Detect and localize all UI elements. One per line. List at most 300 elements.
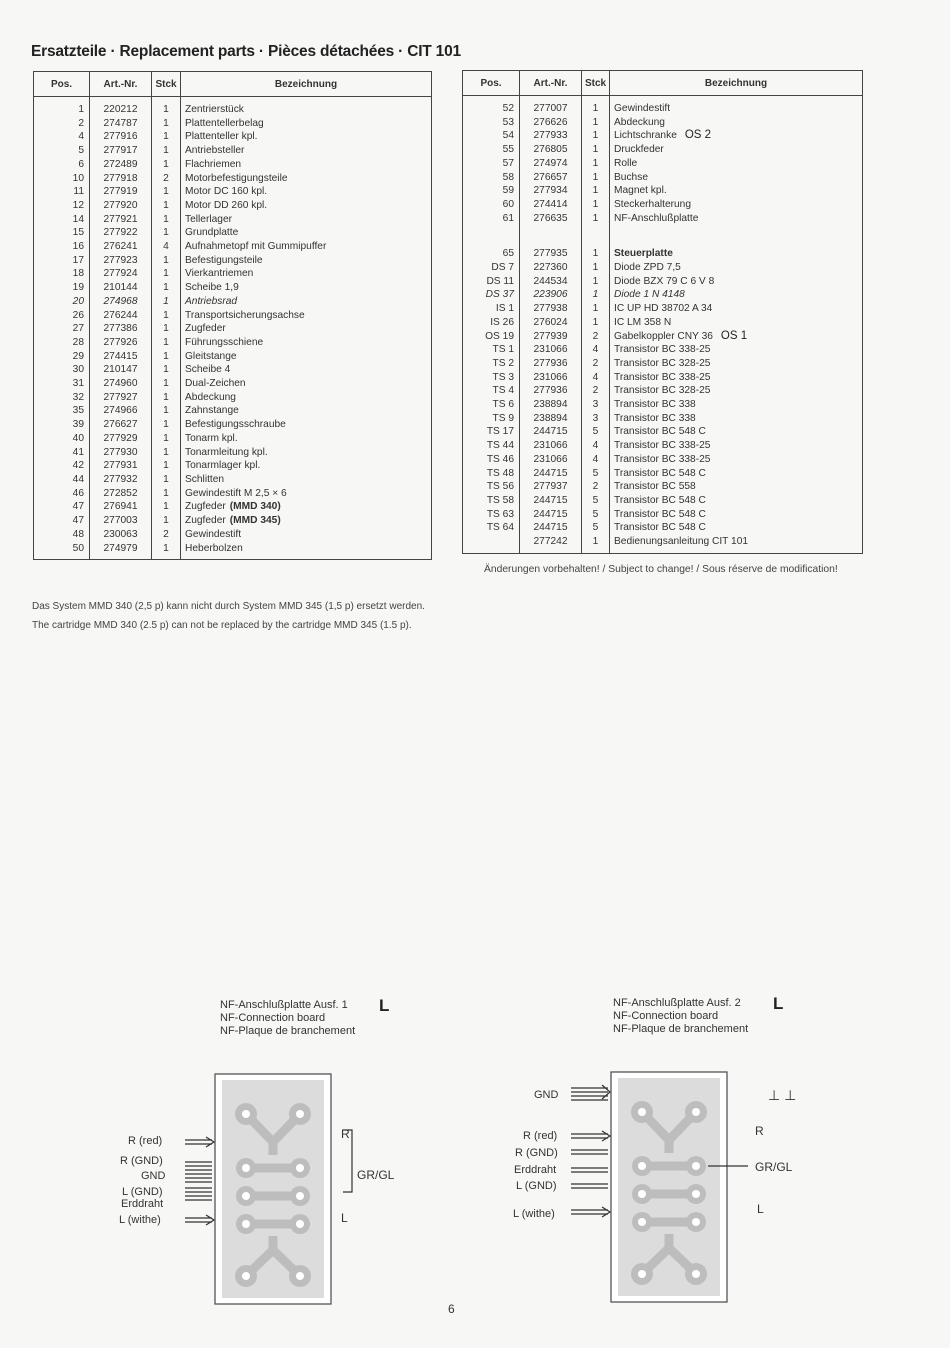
cell-pos: 47: [34, 500, 90, 514]
board2-label-l-gnd: L (GND): [516, 1180, 557, 1192]
cell-pos: 6: [34, 158, 90, 172]
cell-qty: 1: [152, 377, 181, 391]
col-header-pos: Pos.: [34, 72, 90, 97]
table-row: [34, 542, 432, 560]
cell-pos: TS 44: [463, 439, 520, 453]
table-row: [463, 129, 863, 143]
cell-qty: 1: [582, 171, 610, 185]
table-row: [34, 295, 432, 309]
cell-desc: [610, 425, 863, 439]
col-header-desc: Bezeichnung: [181, 72, 432, 97]
board1-label-erddraht: Erddraht: [121, 1198, 164, 1210]
cell-qty: 1: [152, 97, 181, 117]
cell-qty: 2: [582, 384, 610, 398]
board1-caption: [220, 999, 355, 1038]
cell-art-nr: 277922: [90, 226, 152, 240]
cell-art-nr: 277937: [520, 480, 582, 494]
cell-desc: [610, 508, 863, 522]
cell-qty: 1: [152, 185, 181, 199]
cell-qty: 4: [582, 343, 610, 357]
empty-cell: [610, 225, 863, 247]
cell-qty: 1: [152, 473, 181, 487]
board1-caption-fr: NF-Plaque de branchement: [220, 1025, 356, 1037]
cell-art-nr: 238894: [520, 398, 582, 412]
cell-pos: 30: [34, 363, 90, 377]
cell-qty: 2: [152, 528, 181, 542]
cell-art-nr: 277929: [90, 432, 152, 446]
table-row: [34, 267, 432, 281]
cell-pos: TS 1: [463, 343, 520, 357]
desc-text: Zentrierstück: [185, 104, 244, 115]
desc-text: Transportsicherungsachse: [185, 309, 305, 321]
table-row: [34, 487, 432, 501]
board2-label-l-withe: L (withe): [513, 1208, 555, 1220]
desc-text: Transistor BC 328-25: [614, 385, 711, 397]
cell-qty: 1: [582, 535, 610, 553]
desc-text: Diode ZPD 7,5: [614, 262, 681, 274]
col-header-desc: Bezeichnung: [610, 71, 863, 96]
cell-qty: 4: [152, 240, 181, 254]
cell-qty: 5: [582, 521, 610, 535]
table-row: [34, 97, 432, 117]
board2-caption-de: NF-Anschlußplatte Ausf. 2: [613, 997, 741, 1009]
cell-desc: [610, 316, 863, 330]
cell-qty: 4: [582, 453, 610, 467]
cell-desc: [181, 446, 432, 460]
table-row: [463, 453, 863, 467]
desc-text: Tonarmleitung kpl.: [185, 446, 268, 458]
cell-pos: 17: [34, 254, 90, 268]
table-row: [463, 398, 863, 412]
cell-art-nr: 277938: [520, 302, 582, 316]
desc-text: IC UP HD 38702 A 34: [614, 303, 713, 315]
cell-desc: [610, 330, 863, 344]
cell-desc: [181, 322, 432, 336]
desc-text: Zugfeder: [185, 323, 226, 335]
table-row: [463, 330, 863, 344]
desc-text: IC LM 358 N: [614, 316, 672, 328]
table-row: [463, 288, 863, 302]
cell-desc: [181, 473, 432, 487]
cell-art-nr: 277932: [90, 473, 152, 487]
cell-qty: 1: [152, 254, 181, 268]
cell-pos: 50: [34, 542, 90, 560]
cell-qty: 1: [152, 391, 181, 405]
table-row: [34, 473, 432, 487]
table-row: [463, 357, 863, 371]
cell-desc: [181, 130, 432, 144]
cell-art-nr: 210144: [90, 281, 152, 295]
change-note: Änderungen vorbehalten! / Subject to change! / Sous réserve de modification!: [484, 564, 838, 575]
cell-pos: 59: [463, 184, 520, 198]
desc-text: Bedienungsanleitung CIT 101: [614, 536, 749, 548]
cell-qty: 1: [582, 275, 610, 289]
col-header-qty: Stck: [152, 72, 181, 97]
cell-qty: 1: [582, 212, 610, 226]
cell-art-nr: 274414: [520, 198, 582, 212]
cell-pos: 52: [463, 96, 520, 116]
cell-art-nr: 276244: [90, 309, 152, 323]
cell-qty: 2: [582, 480, 610, 494]
table-row: [34, 350, 432, 364]
desc-text: Vierkantriemen: [185, 268, 254, 280]
cell-pos: TS 56: [463, 480, 520, 494]
cell-pos: 4: [34, 130, 90, 144]
cell-desc: [610, 494, 863, 508]
desc-text: Flachriemen: [185, 158, 242, 170]
cell-qty: 2: [582, 357, 610, 371]
cell-desc: [610, 247, 863, 261]
cell-pos: TS 3: [463, 371, 520, 385]
board2-caption: [613, 997, 748, 1036]
table-row: [34, 130, 432, 144]
cell-art-nr: 277934: [520, 184, 582, 198]
desc-text: Führungsschiene: [185, 336, 264, 348]
cell-desc: [610, 439, 863, 453]
cell-desc: [610, 143, 863, 157]
cell-qty: 1: [582, 302, 610, 316]
cell-qty: 4: [582, 371, 610, 385]
parts-table-right: [462, 70, 863, 554]
desc-text: Transistor BC 338-25: [614, 453, 711, 465]
table-row: [463, 343, 863, 357]
desc-text: Gewindestift M 2,5 × 6: [185, 487, 287, 499]
cell-qty: 1: [582, 129, 610, 143]
cell-art-nr: 277930: [90, 446, 152, 460]
cell-desc: [610, 521, 863, 535]
desc-text: Transistor BC 338-25: [614, 440, 711, 452]
desc-text: Buchse: [614, 171, 648, 183]
cell-qty: 1: [582, 184, 610, 198]
cell-desc: [610, 129, 863, 143]
cell-desc: [181, 185, 432, 199]
cell-desc: [610, 184, 863, 198]
board1-caption-de: NF-Anschlußplatte Ausf. 1: [220, 999, 348, 1011]
desc-text: Scheibe 1,9: [185, 282, 239, 294]
cell-qty: 1: [152, 267, 181, 281]
board2-caption-fr: NF-Plaque de branchement: [613, 1023, 749, 1035]
cell-art-nr: 276657: [520, 171, 582, 185]
desc-text: Transistor BC 558: [614, 481, 696, 493]
cell-pos: 42: [34, 459, 90, 473]
page-title: Ersatzteile · Replacement parts · Pièces détachées · CIT 101: [31, 43, 461, 60]
table-row: [34, 281, 432, 295]
table-row: [463, 316, 863, 330]
cell-art-nr: 276941: [90, 500, 152, 514]
cell-art-nr: 231066: [520, 453, 582, 467]
cell-art-nr: 277921: [90, 213, 152, 227]
cell-desc: [181, 309, 432, 323]
table-row: [34, 226, 432, 240]
col-header-pos: Pos.: [463, 71, 520, 96]
cell-art-nr: 277933: [520, 129, 582, 143]
cell-desc: [610, 343, 863, 357]
cell-pos: TS 48: [463, 467, 520, 481]
cell-desc: [181, 281, 432, 295]
cell-pos: TS 9: [463, 412, 520, 426]
cell-qty: 1: [152, 418, 181, 432]
cell-art-nr: 277931: [90, 459, 152, 473]
cell-qty: 1: [152, 117, 181, 131]
desc-text: Zugfeder: [185, 501, 226, 513]
desc-text: Abdeckung: [614, 116, 665, 128]
cell-qty: 1: [152, 446, 181, 460]
cell-pos: TS 6: [463, 398, 520, 412]
page-number: 6: [448, 1302, 455, 1316]
cell-desc: [181, 418, 432, 432]
desc-text: Antriebsrad: [185, 295, 238, 307]
cell-desc: [610, 371, 863, 385]
desc-text: Transistor BC 338-25: [614, 371, 711, 383]
cell-desc: [181, 514, 432, 528]
cell-qty: 1: [152, 295, 181, 309]
cell-pos: 16: [34, 240, 90, 254]
desc-text: Befestigungsteile: [185, 254, 263, 266]
cell-qty: 1: [152, 336, 181, 350]
cell-pos: 14: [34, 213, 90, 227]
cell-desc: [181, 500, 432, 514]
cell-pos: 47: [34, 514, 90, 528]
cell-desc: [181, 97, 432, 117]
cell-desc: [610, 96, 863, 116]
table-row: [463, 508, 863, 522]
empty-cell: [582, 225, 610, 247]
cell-art-nr: 277936: [520, 384, 582, 398]
cell-pos: 61: [463, 212, 520, 226]
parts-table-left: [33, 71, 432, 560]
cell-qty: 5: [582, 425, 610, 439]
desc-text: Gewindestift: [185, 528, 242, 540]
table-row: [34, 322, 432, 336]
cell-qty: 1: [152, 500, 181, 514]
table-row: [34, 213, 432, 227]
cell-qty: 2: [152, 172, 181, 186]
desc-text: Lichtschranke: [614, 130, 677, 142]
cell-qty: 1: [152, 363, 181, 377]
cell-qty: 3: [582, 398, 610, 412]
cell-pos: 44: [34, 473, 90, 487]
cell-desc: [181, 377, 432, 391]
cell-pos: 65: [463, 247, 520, 261]
cell-art-nr: 277927: [90, 391, 152, 405]
col-header-art: Art.-Nr.: [520, 71, 582, 96]
cell-pos: DS 37: [463, 288, 520, 302]
desc-text: Transistor BC 328-25: [614, 357, 711, 369]
board1-diagram: [180, 1070, 420, 1310]
board2-mark: L: [773, 994, 784, 1013]
desc-text: Grundplatte: [185, 227, 239, 239]
cartridge-note-de: Das System MMD 340 (2,5 p) kann nicht durch System MMD 345 (1,5 p) ersetzt werden.: [32, 601, 425, 612]
cell-desc: [610, 275, 863, 289]
cell-desc: [181, 240, 432, 254]
desc-text: Transistor BC 548 C: [614, 426, 706, 438]
cell-art-nr: 277920: [90, 199, 152, 213]
cell-desc: [181, 199, 432, 213]
cell-pos: TS 63: [463, 508, 520, 522]
cell-pos: TS 46: [463, 453, 520, 467]
cell-qty: 1: [582, 316, 610, 330]
cell-pos: 53: [463, 116, 520, 130]
cell-qty: 1: [152, 322, 181, 336]
table-row: [463, 96, 863, 116]
cell-pos: 48: [34, 528, 90, 542]
cell-pos: 55: [463, 143, 520, 157]
table-row: [463, 439, 863, 453]
board2-label-r-red: R (red): [523, 1130, 558, 1142]
cell-qty: 1: [582, 261, 610, 275]
cell-art-nr: 274966: [90, 404, 152, 418]
cell-desc: [181, 226, 432, 240]
cell-pos: 41: [34, 446, 90, 460]
table-row: [463, 384, 863, 398]
cell-pos: 35: [34, 404, 90, 418]
cell-pos: 19: [34, 281, 90, 295]
cell-pos: 26: [34, 309, 90, 323]
desc-text: Transistor BC 338: [614, 412, 696, 424]
cell-pos: 39: [34, 418, 90, 432]
cell-desc: [181, 363, 432, 377]
cell-art-nr: 220212: [90, 97, 152, 117]
desc-bold-text: (MMD 345): [229, 515, 281, 527]
cell-pos: 11: [34, 185, 90, 199]
cell-desc: [610, 302, 863, 316]
cell-pos: IS 26: [463, 316, 520, 330]
cell-art-nr: 274974: [520, 157, 582, 171]
cell-art-nr: 244715: [520, 494, 582, 508]
cell-qty: 1: [152, 144, 181, 158]
board1-mark: L: [379, 996, 390, 1015]
cell-desc: [610, 480, 863, 494]
cell-art-nr: 277936: [520, 357, 582, 371]
desc-text: Plattentellerbelag: [185, 117, 264, 129]
cell-desc: [181, 391, 432, 405]
cell-qty: 2: [582, 330, 610, 344]
desc-text: Dual-Zeichen: [185, 378, 246, 390]
desc-text: Transistor BC 338: [614, 399, 696, 411]
desc-text: Befestigungsschraube: [185, 419, 286, 431]
table-row: [463, 247, 863, 261]
cell-qty: 1: [152, 213, 181, 227]
cell-desc: [610, 357, 863, 371]
board2-label-r-gnd: R (GND): [515, 1147, 558, 1159]
cell-pos: 28: [34, 336, 90, 350]
table-row: [463, 143, 863, 157]
cell-pos: 2: [34, 117, 90, 131]
cell-desc: [181, 404, 432, 418]
desc-text: Steckerhalterung: [614, 198, 692, 210]
table-row: [34, 391, 432, 405]
board2-label-grgl: GR/GL: [755, 1160, 793, 1174]
cell-art-nr: 274787: [90, 117, 152, 131]
table-row: [463, 480, 863, 494]
desc-text: Gabelkoppler CNY 36: [614, 330, 713, 342]
cell-qty: 1: [582, 247, 610, 261]
cell-art-nr: 272489: [90, 158, 152, 172]
cell-art-nr: 277923: [90, 254, 152, 268]
cell-art-nr: 276024: [520, 316, 582, 330]
table-row: [463, 425, 863, 439]
board1-label-l-withe: L (withe): [119, 1214, 161, 1226]
board2-label-erddraht: Erddraht: [514, 1164, 557, 1176]
cell-pos: 29: [34, 350, 90, 364]
cell-qty: 1: [152, 226, 181, 240]
cell-art-nr: 244715: [520, 521, 582, 535]
cell-qty: 1: [152, 514, 181, 528]
board2-diagram: [568, 1068, 778, 1308]
cell-art-nr: 277924: [90, 267, 152, 281]
table-row: [463, 412, 863, 426]
cell-pos: TS 64: [463, 521, 520, 535]
desc-text: Aufnahmetopf mit Gummipuffer: [185, 241, 327, 253]
cell-art-nr: 231066: [520, 371, 582, 385]
cell-art-nr: 272852: [90, 487, 152, 501]
cell-qty: 1: [152, 130, 181, 144]
table-row: [34, 500, 432, 514]
cell-art-nr: 277919: [90, 185, 152, 199]
cell-desc: [610, 116, 863, 130]
desc-text: Druckfeder: [614, 144, 664, 156]
cell-pos: IS 1: [463, 302, 520, 316]
table-row: [463, 212, 863, 226]
table-row: [463, 171, 863, 185]
table-row: [34, 432, 432, 446]
cell-art-nr: 244534: [520, 275, 582, 289]
board2-caption-en: NF-Connection board: [613, 1010, 719, 1022]
cell-art-nr: 244715: [520, 425, 582, 439]
table-row: [463, 467, 863, 481]
cell-qty: 1: [582, 288, 610, 302]
cell-qty: 1: [582, 96, 610, 116]
cell-art-nr: 238894: [520, 412, 582, 426]
desc-text: Abdeckung: [185, 391, 236, 403]
cell-desc: [181, 144, 432, 158]
table-row: [463, 184, 863, 198]
desc-text: Zahnstange: [185, 405, 239, 417]
cell-pos: 40: [34, 432, 90, 446]
desc-text: Tellerlager: [185, 213, 232, 225]
cell-pos: 46: [34, 487, 90, 501]
cell-qty: 1: [152, 459, 181, 473]
board1-label-r: R: [341, 1127, 350, 1141]
cell-art-nr: 276241: [90, 240, 152, 254]
empty-cell: [463, 225, 520, 247]
table-row: [34, 446, 432, 460]
cell-art-nr: 274968: [90, 295, 152, 309]
cell-desc: [610, 261, 863, 275]
cell-qty: 5: [582, 508, 610, 522]
cell-desc: [610, 398, 863, 412]
cell-qty: 1: [152, 432, 181, 446]
cell-desc: [610, 212, 863, 226]
cell-pos: DS 7: [463, 261, 520, 275]
cell-qty: 1: [582, 157, 610, 171]
desc-text: Tonarmlager kpl.: [185, 460, 261, 472]
cell-qty: 1: [152, 158, 181, 172]
cell-desc: [181, 432, 432, 446]
desc-text: Transistor BC 548 C: [614, 508, 706, 520]
table-row: [463, 275, 863, 289]
cell-pos: 12: [34, 199, 90, 213]
cell-pos: 15: [34, 226, 90, 240]
desc-bold-text: (MMD 340): [229, 501, 281, 513]
cell-pos: 27: [34, 322, 90, 336]
cell-art-nr: 277003: [90, 514, 152, 528]
col-header-art: Art.-Nr.: [90, 72, 152, 97]
desc-text: Steuerplatte: [614, 248, 673, 260]
table-row: [463, 371, 863, 385]
table-row: [34, 144, 432, 158]
board1-label-grgl: GR/GL: [357, 1168, 395, 1182]
